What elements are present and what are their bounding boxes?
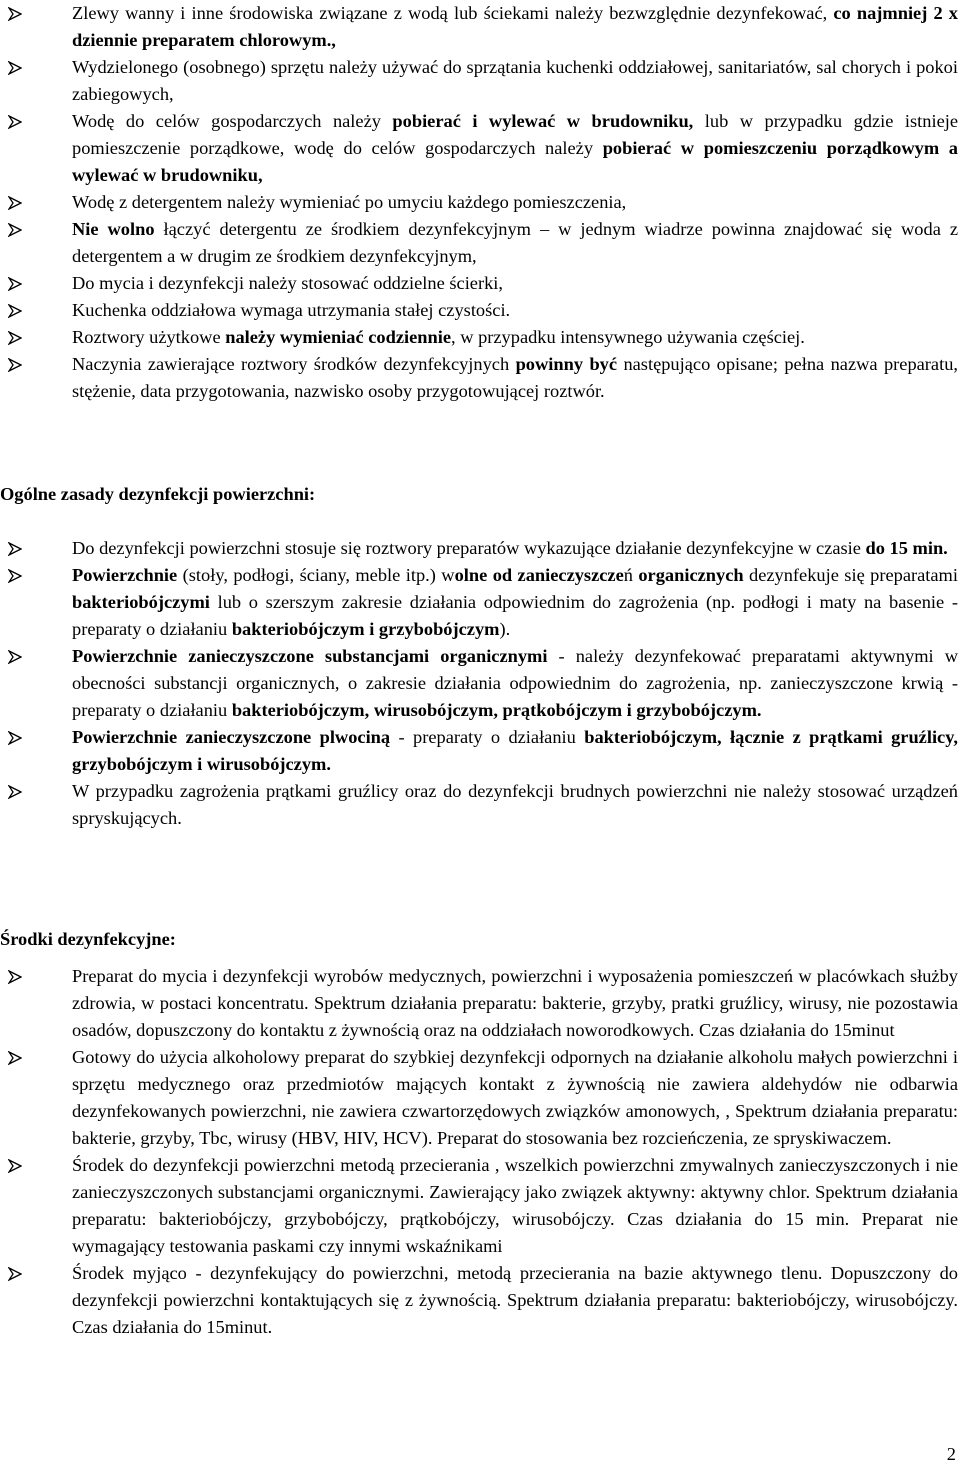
arrowhead-bullet-icon <box>4 963 32 990</box>
arrowhead-bullet-icon <box>4 297 32 324</box>
arrowhead-bullet-icon <box>4 0 32 27</box>
list-item-text: Wodę z detergentem należy wymieniać po umyciu każdego pomieszczenia, <box>72 192 627 212</box>
list-item <box>0 963 960 1044</box>
list-item <box>0 270 960 297</box>
list-item-text: łączyć detergentu ze środkiem dezynfekcyjnym – w jednym wiadrze powinna znajdować się woda z detergentem a w drugim ze środkiem dezynfekcyjnym, <box>72 219 958 266</box>
list-item-text: Zlewy wanny i inne środowiska związane z wodą lub ściekami należy bezwzględnie dezynfekować, <box>72 3 834 23</box>
list-item-text: następująco opisane; pełna nazwa preparatu, stężenie, data przygotowania, nazwisko osoby przygotowującej roztwór. <box>72 354 958 401</box>
list-item <box>0 1152 960 1260</box>
list-item-text: - należy dezynfekować preparatami aktywnymi w obecności substancji organicznych, o zakresie działania odpowiednim do zagrożenia, np. zanieczyszczone krwią - preparaty o działaniu <box>72 646 958 720</box>
list-item-text: lub o szerszym zakresie działania odpowiednim do zagrożenia (np. podłogi i maty na basenie - preparaty o działaniu <box>72 592 958 639</box>
list-item-text: Roztwory użytkowe <box>72 327 226 347</box>
list-item-text: Do dezynfekcji powierzchni stosuje się roztwory preparatów wykazujące działanie dezynfekcyjne w czasie <box>72 538 866 558</box>
list-item <box>0 1044 960 1152</box>
list-item <box>0 1260 960 1341</box>
surface-disinfection-rules-list <box>0 535 960 832</box>
list-item-text: co najmniej 2 x dziennie preparatem chlorowym., <box>72 3 958 50</box>
list-item-text: olne od zanieczyszcze <box>454 565 624 585</box>
arrowhead-bullet-icon <box>4 108 32 135</box>
list-item <box>0 562 960 643</box>
list-item-text: Powierzchnie <box>72 565 178 585</box>
section-heading-surface-disinfection: Ogólne zasady dezynfekcji powierzchni: <box>0 484 316 504</box>
arrowhead-bullet-icon <box>4 270 32 297</box>
list-item <box>0 297 960 324</box>
arrowhead-bullet-icon <box>4 351 32 378</box>
list-item-text: bakteriobójczymi <box>72 592 210 612</box>
list-item <box>0 54 960 108</box>
list-item-text: Do mycia i dezynfekcji należy stosować oddzielne ścierki, <box>72 273 503 293</box>
arrowhead-bullet-icon <box>4 1044 32 1071</box>
section-heading-disinfectants: Środki dezynfekcyjne: <box>0 929 176 949</box>
list-item-text: Gotowy do użycia alkoholowy preparat do szybkiej dezynfekcji odpornych na działanie alkoholu małych powierzchni i sprzętu medycznego oraz przedmiotów mających kontakt z żywnością nie zawiera aldehydów nie odbarwia dezynfekowanych powierzchni, nie zawiera czwartorzędowych związków amonowych, , Spektrum działania preparatu: bakterie, grzyby, Tbc, wirusy (HBV, HIV, HCV). Preparat do stosowania bez rozcieńczenia, ze spryskiwaczem. <box>72 1047 958 1148</box>
list-item-text: Preparat do mycia i dezynfekcji wyrobów medycznych, powierzchni i wyposażenia pomieszczeń w placówkach służby zdrowia, w postaci koncentratu. Spektrum działania preparatu: bakterie, grzyby, pratki gruźlicy, wirusy, nie pozostawia osadów, dopuszczony do kontaktu z żywnością oraz na oddziałach noworodkowych. Czas działania do 15minut <box>72 966 958 1040</box>
list-item-text: Wodę do celów gospodarczych należy <box>72 111 393 131</box>
list-item-text: Nie wolno <box>72 219 155 239</box>
list-item-text: Naczynia zawierające roztwory środków dezynfekcyjnych <box>72 354 516 374</box>
list-item-text: pobierać w pomieszczeniu porządkowym a wylewać w brudowniku, <box>72 138 958 185</box>
list-item-text: W przypadku zagrożenia prątkami gruźlicy oraz do dezynfekcji brudnych powierzchni nie należy stosować urządzeń spryskujących. <box>72 781 958 828</box>
list-item-text: Środek myjąco - dezynfekujący do powierzchni, metodą przecierania na bazie aktywnego tlenu. Dopuszczony do dezynfekcji powierzchni kontaktujących się z żywnością. Spektrum działania preparatu: bakteriobójczy, wirusobójczy. Czas działania do 15minut. <box>72 1263 958 1337</box>
list-item-text: do 15 min. <box>865 538 948 558</box>
arrowhead-bullet-icon <box>4 724 32 751</box>
list-item-text: , w przypadku intensywnego używania częściej. <box>451 327 805 347</box>
page-number: 2 <box>946 1444 956 1464</box>
list-item <box>0 535 960 562</box>
list-item-text: ). <box>499 619 511 639</box>
list-item-text: Środek do dezynfekcji powierzchni metodą przecierania , wszelkich powierzchni zmywalnych zanieczyszczonych i nie zanieczyszczonych substancjami organicznymi. Zawierający jako związek aktywny: aktywny chlor. Spektrum działania preparatu: bakteriobójczy, grzybobójczy, prątkobójczy, wirusobójczy. Czas działania do 15 min. Preparat nie wymagający testowania paskami czy innymi wskaźnikami <box>72 1155 958 1256</box>
list-item <box>0 324 960 351</box>
arrowhead-bullet-icon <box>4 643 32 670</box>
arrowhead-bullet-icon <box>4 1260 32 1287</box>
list-item-text: dezynfekuje się preparatami <box>743 565 958 585</box>
list-item <box>0 724 960 778</box>
arrowhead-bullet-icon <box>4 189 32 216</box>
list-item-text: Kuchenka oddziałowa wymaga utrzymania stałej czystości. <box>72 300 511 320</box>
list-item <box>0 351 960 405</box>
list-item-text: pobierać i wylewać w brudowniku, <box>392 111 694 131</box>
list-item <box>0 216 960 270</box>
list-item-text: bakteriobójczym i grzybobójczym <box>231 619 500 639</box>
list-item <box>0 0 960 54</box>
list-item-text: organicznych <box>638 565 744 585</box>
list-item-text: - preparaty o działaniu <box>390 727 585 747</box>
arrowhead-bullet-icon <box>4 324 32 351</box>
list-item-text: lub w przypadku gdzie istnieje pomieszczenie porządkowe, wodę do celów gospodarczych należy <box>72 111 959 158</box>
hygiene-rules-list <box>0 0 960 405</box>
list-item-text: bakteriobójczym, łącznie z prątkami gruźlicy, grzybobójczym i wirusobójczym. <box>72 727 958 774</box>
disinfectants-list <box>0 963 960 1341</box>
list-item-text: ń <box>623 565 639 585</box>
arrowhead-bullet-icon <box>4 778 32 805</box>
arrowhead-bullet-icon <box>4 1152 32 1179</box>
list-item-text: (stoły, podłogi, ściany, meble itp.) w <box>177 565 455 585</box>
arrowhead-bullet-icon <box>4 535 32 562</box>
arrowhead-bullet-icon <box>4 54 32 81</box>
list-item <box>0 778 960 832</box>
list-item <box>0 108 960 189</box>
list-item-text: Powierzchnie zanieczyszczone substancjami organicznymi <box>72 646 548 666</box>
list-item <box>0 643 960 724</box>
list-item-text: powinny być <box>515 354 618 374</box>
arrowhead-bullet-icon <box>4 216 32 243</box>
list-item-text: Powierzchnie zanieczyszczone plwociną <box>72 727 391 747</box>
arrowhead-bullet-icon <box>4 562 32 589</box>
list-item-text: bakteriobójczym, wirusobójczym, prątkobójczym i grzybobójczym. <box>231 700 762 720</box>
list-item <box>0 189 960 216</box>
list-item-text: Wydzielonego (osobnego) sprzętu należy używać do sprzątania kuchenki oddziałowej, sanitariatów, sal chorych i pokoi zabiegowych, <box>72 57 958 104</box>
list-item-text: należy wymieniać codziennie <box>225 327 451 347</box>
